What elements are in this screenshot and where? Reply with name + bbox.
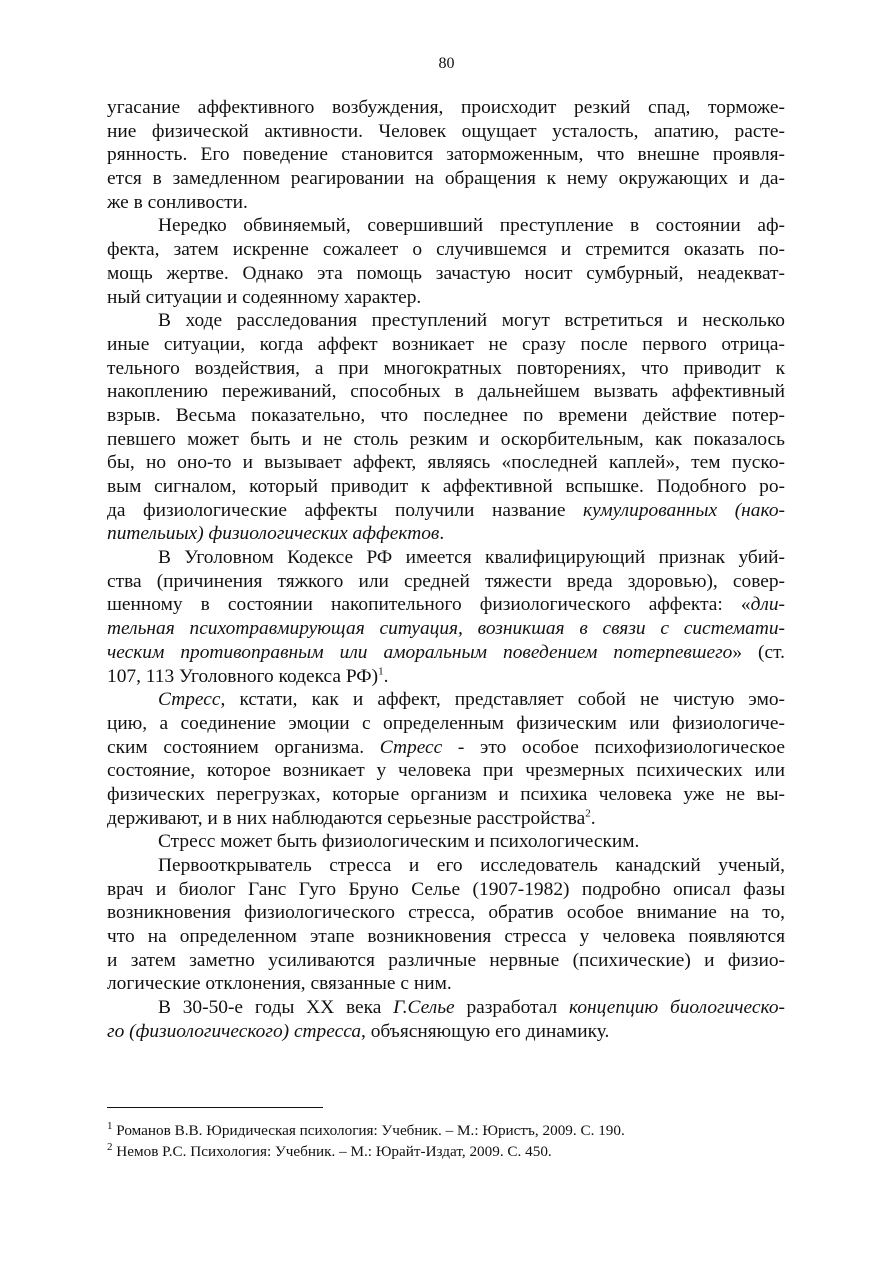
- italic-term: го (физиологического) стресса: [107, 1020, 362, 1042]
- text-line: состояние, которое возникает у человека при чрезмерных психических или: [107, 760, 785, 782]
- text-line: врач и биолог Ганс Гуго Бруно Селье (1907-1982) подробно описал фазы: [107, 878, 785, 900]
- text-run: да физиологические аффекты получили название: [107, 499, 584, 521]
- italic-term: Стресс: [158, 689, 221, 711]
- footnote: [107, 1120, 787, 1141]
- italic-term: пительиых) физиологических аффектов: [107, 523, 440, 545]
- text-line: возникновения физиологического стресса, обратив особое внимание на то,: [107, 902, 785, 924]
- text-line: взрыв. Весьма показательно, что последнее по времени действие потер-: [107, 404, 785, 426]
- text-line: [107, 807, 785, 831]
- italic-name: Г.Селье: [393, 997, 455, 1019]
- text-line: ства (причинения тяжкого или средней тяжести вреда здоровью), совер-: [107, 570, 785, 592]
- footnote-mark: 2: [107, 1140, 113, 1153]
- body-text: [107, 96, 785, 1044]
- text-run: ским состоянием организма.: [107, 736, 380, 758]
- text-line: физических перегрузках, которые организм и психика человека уже не вы-: [107, 783, 785, 805]
- text-line: [107, 499, 785, 523]
- text-line: В Уголовном Кодексе РФ имеется квалифицирующий признак убий-: [158, 547, 785, 569]
- text-run: .: [439, 523, 445, 545]
- italic-quote: дли-: [750, 594, 785, 616]
- text-run: , кстати, как и аффект, представляет собой не чистую эмо-: [220, 689, 785, 711]
- text-line: Первооткрыватель стресса и его исследователь канадский ученый,: [158, 855, 785, 876]
- text-line: что на определенном этапе возникновения стресса у человека появляются: [107, 926, 785, 948]
- footnote-ref[interactable]: 1: [378, 665, 384, 678]
- text-line: фекта, затем искренне сожалеет о случившемся и стремится оказать по-: [107, 239, 785, 261]
- text-line: [107, 522, 785, 546]
- text-line: рянность. Его поведение становится заторможенным, что внешне проявля-: [107, 144, 785, 166]
- text-line: же в сонливости.: [107, 191, 248, 213]
- text-line: ный ситуации и содеянному характер.: [107, 286, 422, 308]
- footnote-ref[interactable]: 2: [585, 807, 591, 820]
- text-line: [107, 1020, 785, 1044]
- text-line: тельного воздействия, а при многократных повторениях, что приводит к: [107, 357, 785, 379]
- footnote-text: Романов В.В. Юридическая психология: Учебник. – М.: Юристъ, 2009. С. 190.: [112, 1122, 625, 1139]
- italic-term: кумулированных (нако-: [583, 499, 785, 521]
- text-run: держивают, и в них наблюдаются серьезные расстройства: [107, 807, 586, 829]
- text-run: 107, 113 Уголовного кодекса РФ): [107, 665, 379, 687]
- text-line: бы, но оно-то и вызывает аффект, являясь «последней каплей», тем пуско-: [107, 452, 785, 474]
- page-number: 80: [438, 55, 455, 72]
- text-line: [107, 593, 785, 617]
- text-run: разработал: [454, 997, 569, 1019]
- footnote: [107, 1141, 787, 1162]
- text-line: [107, 688, 785, 712]
- footnote-text: Немов Р.С. Психология: Учебник. – М.: Юрайт-Издат, 2009. С. 450.: [112, 1143, 552, 1160]
- text-line: [107, 641, 785, 665]
- text-line: логические отклонения, связанные с ним.: [107, 973, 452, 995]
- italic-quote: ческим противоправным или аморальным поведением потерпевшего: [107, 641, 733, 663]
- italic-term: концепцию биологическо-: [568, 997, 785, 1019]
- text-line: тельная психотравмирующая ситуация, возникшая в связи с системати-: [107, 618, 785, 640]
- text-run: » (ст.: [732, 641, 785, 663]
- footnote-mark: 1: [107, 1119, 113, 1132]
- text-line: певшего может быть и не столь резким и оскорбительным, как показалось: [107, 428, 785, 450]
- text-run: шенному в состоянии накопительного физиологического аффекта: «: [107, 594, 751, 616]
- text-run: , объясняющую его динамику.: [361, 1020, 610, 1042]
- text-line: В ходе расследования преступлений могут встретиться и несколько: [158, 310, 785, 332]
- text-line: ется в замедленном реагировании на обращения к нему окружающих и да-: [107, 168, 785, 190]
- text-run: В 30-50-е годы XX века: [158, 997, 394, 1019]
- text-line: накоплению переживаний, способных в дальнейшем вызвать аффективный: [107, 381, 785, 403]
- text-line: Нередко обвиняемый, совершивший преступление в состоянии аф-: [158, 215, 785, 237]
- text-line: цию, а соединение эмоции с определенным физическим или физиологиче-: [107, 712, 785, 734]
- text-run: .: [383, 665, 389, 687]
- footnotes: [107, 1120, 787, 1162]
- text-line: угасание аффективного возбуждения, происходит резкий спад, торможе-: [107, 97, 785, 118]
- footnote-divider: [107, 1107, 323, 1108]
- text-run: - это особое психофизиологическое: [442, 736, 786, 758]
- text-run: .: [590, 807, 596, 829]
- text-line: и затем заметно усиливаются различные нервные (психические) и физио-: [107, 949, 785, 971]
- text-line: [107, 736, 785, 760]
- text-line: [107, 665, 785, 689]
- text-line: мощь жертве. Однако эта помощь зачастую носит сумбурный, неадекват-: [107, 262, 785, 284]
- text-line: иные ситуации, когда аффект возникает не сразу после первого отрица-: [107, 333, 785, 355]
- text-line: Стресс может быть физиологическим и психологическим.: [158, 831, 640, 853]
- text-line: [107, 996, 785, 1020]
- text-line: вым сигналом, который приводит к аффективной вспышке. Подобного ро-: [107, 476, 785, 497]
- text-line: ние физической активности. Человек ощущает усталость, апатию, расте-: [107, 120, 785, 142]
- italic-term: Стресс: [379, 736, 443, 758]
